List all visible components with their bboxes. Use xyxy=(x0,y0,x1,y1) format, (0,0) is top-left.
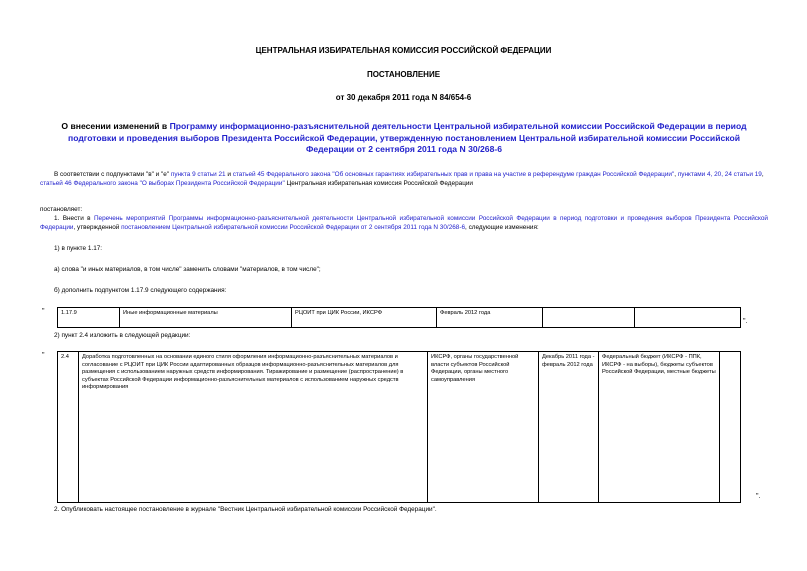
resolves-word: постановляет: xyxy=(40,206,83,213)
table-cell: РЦОИТ при ЦИК России, ИКСРФ xyxy=(292,308,437,328)
table-cell: ИКСРФ, органы государственной власти субъектов Российской Федерации, органы местного самоуправления xyxy=(428,352,539,503)
item-2-publish: 2. Опубликовать настоящее постановление в журнале "Вестник Центральной избирательной комиссии Российской Федерации". xyxy=(54,506,437,513)
table-cell: Иные информационные материалы xyxy=(120,308,292,328)
table-cell: Доработка подготовленных на основании единого стиля оформления информационно-разъяснительных материалов и согласование с РЦОИТ при ЦИК России адаптированных образцов информационно-разъяснительных материалов для размещения с использованием наружных средств информирования. Тиражирование и размещение (распространение) в субъектах Российской Федерации информационно-разъяснительных материалов с использованием наружных средств информирования xyxy=(79,352,428,503)
table-cell: 1.17.9 xyxy=(58,308,120,328)
link-article21[interactable]: пункта 9 статьи 21 xyxy=(170,171,226,178)
table-cell: 2.4 xyxy=(58,352,79,503)
title-prefix: О внесении изменений в xyxy=(61,121,170,131)
table-item-2-4 xyxy=(57,351,741,503)
table-cell: Декабрь 2011 года - февраль 2012 года xyxy=(539,352,599,503)
link-measures-list[interactable]: Перечень мероприятий Программы информационно-разъяснительной деятельности Центральной избирательной комиссии Российской Федерации в период подготовки и проведения выборов Президента Российской Федерации xyxy=(40,215,768,232)
table-cell: Федеральный бюджет (ИКСРФ - ППК, ИКСРФ - на выборы), бюджеты субъектов Российской Федерации, местные бюджеты xyxy=(599,352,720,503)
link-article45-guarantees-law[interactable]: статьей 45 Федерального закона "Об основных гарантиях избирательных прав и права на участие в референдуме граждан Российской Федерации" xyxy=(232,171,675,178)
quote-open-mark: " xyxy=(42,352,45,359)
table-cell xyxy=(720,352,741,503)
table-cell xyxy=(543,308,635,328)
sub-item-1: 1) в пункте 1.17: xyxy=(54,245,103,252)
table-cell xyxy=(635,308,741,328)
preamble-text: , xyxy=(674,171,678,178)
item1-paragraph xyxy=(40,214,768,232)
doc-date-number: от 30 декабря 2011 года N 84/654-6 xyxy=(335,93,472,102)
item1-text: , следующие изменения: xyxy=(465,224,539,232)
sub-item-a: а) слова "и иных материалов, в том числе" заменить словами "материалов, в том числе"; xyxy=(54,266,321,273)
table-cell: Февраль 2012 года xyxy=(437,308,543,328)
table-row xyxy=(58,352,741,503)
item1-text: , утвержденной xyxy=(73,224,122,232)
link-article19[interactable]: пунктами 4, 20, 24 статьи 19 xyxy=(677,171,762,178)
link-article46-presidential-law[interactable]: статьей 46 Федерального закона "О выборах Президента Российской Федерации" xyxy=(40,180,285,188)
table-item-1-17-9 xyxy=(57,307,741,328)
link-resolution-30-268-6[interactable]: постановлением Центральной избирательной комиссии Российской Федерации от 2 сентября 2011 года N 30/268-6 xyxy=(121,224,466,232)
doc-type: ПОСТАНОВЛЕНИЕ xyxy=(366,70,441,79)
table-row xyxy=(58,308,741,328)
preamble-text: Центральная избирательная комиссия Российской Федерации xyxy=(284,180,473,188)
preamble-paragraph xyxy=(40,170,768,188)
document-title xyxy=(44,121,764,156)
quote-open-mark: " xyxy=(42,308,45,315)
org-heading: ЦЕНТРАЛЬНАЯ ИЗБИРАТЕЛЬНАЯ КОМИССИЯ РОССИЙСКОЙ ФЕДЕРАЦИИ xyxy=(255,46,552,55)
preamble-text: и xyxy=(225,171,233,178)
quote-close-mark: ". xyxy=(743,318,748,325)
quote-close-mark: ". xyxy=(756,493,761,500)
sub-item-2: 2) пункт 2.4 изложить в следующей редакции: xyxy=(54,332,191,339)
item1-text: 1. Внести в xyxy=(54,215,94,222)
preamble-text: В соответствии с подпунктами "в" и "е" xyxy=(54,171,171,178)
title-program-link[interactable]: Программу информационно-разъяснительной деятельности Центральной избирательной комиссии Российской Федерации в период подготовки и проведения выборов Президента Российской Федерации, утвержденную постановлением Центральной избирательной комиссии Российской Федерации от 2 сентября 2011 года N 30/268-6 xyxy=(68,121,747,154)
preamble-text: , xyxy=(761,171,764,178)
sub-item-b: б) дополнить подпунктом 1.17.9 следующего содержания: xyxy=(54,287,227,294)
